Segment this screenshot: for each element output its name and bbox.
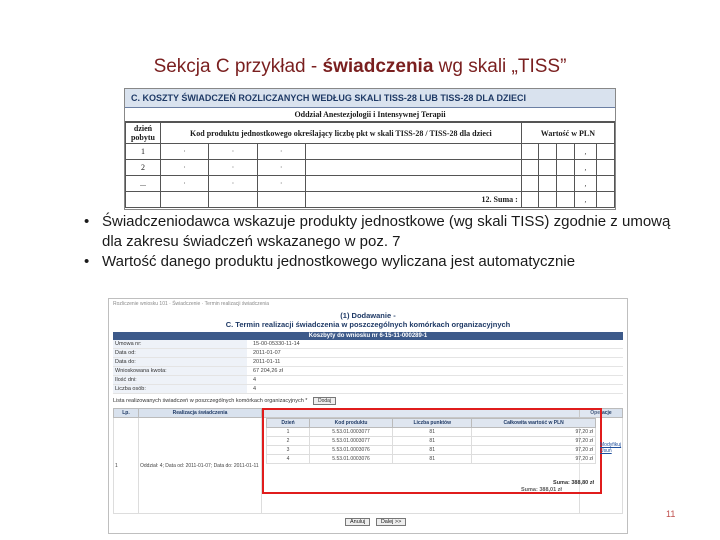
col-product-code: Kod produktu: [310, 419, 393, 428]
breadcrumb: Rozliczenie wniosku 101 · Świadczenie · Termin realizacji świadczenia: [113, 301, 270, 307]
delete-link[interactable]: Usuń: [600, 448, 612, 454]
cell: 97,20 zł: [472, 446, 596, 455]
bullet-item: • Wartość danego produktu jednostkowego wyliczana jest automatycznie: [84, 253, 576, 270]
section-bar: Koszbyty do wniosku nr 6-15-11-000289-1: [113, 332, 623, 340]
row-day: 1: [126, 144, 161, 160]
field-row: [113, 358, 623, 367]
field-label: Data do:: [113, 358, 247, 366]
cell: 5.53.01.0003076: [310, 455, 393, 464]
field-row: [113, 340, 623, 349]
slide-title: [0, 56, 720, 78]
table-row: [267, 428, 596, 437]
field-value: 2011-01-11: [253, 359, 281, 365]
row-day: 2: [126, 160, 161, 176]
cell: 3: [267, 446, 310, 455]
col-lp: Lp.: [114, 409, 139, 418]
cell: 1: [267, 428, 310, 437]
cell: 81: [393, 455, 472, 464]
row-lp: 1: [114, 418, 139, 514]
cell: 97,20 zł: [472, 437, 596, 446]
page-number: 11: [666, 509, 676, 519]
field-label: Liczba osób:: [113, 385, 247, 393]
field-value: 67 204,26 zł: [253, 368, 283, 374]
table-row: [267, 446, 596, 455]
col-product: Kod produktu jednostkowego określający liczbę pkt w skali TISS-28 / TISS-28 dla dzieci: [161, 123, 522, 144]
col-points: Liczba punktów: [393, 419, 472, 428]
total-sum: Suma: 388,01 zł: [521, 487, 562, 493]
highlight-box: [262, 408, 602, 494]
cell: 5.53.01.0003077: [310, 428, 393, 437]
cell: 81: [393, 446, 472, 455]
title-suffix: wg skali „TISS”: [433, 56, 567, 77]
field-label: Ilość dni:: [113, 376, 247, 384]
fields: [113, 340, 623, 394]
cell: 97,20 zł: [472, 455, 596, 464]
cell: 2: [267, 437, 310, 446]
field-value: 4: [253, 377, 257, 383]
col-operations: Operacje: [580, 409, 623, 418]
title-bold: świadczenia: [322, 56, 434, 77]
inner-sum: Suma: 388,80 zł: [553, 480, 594, 486]
list-row: [113, 397, 623, 405]
table-row: [267, 455, 596, 464]
products-table: [266, 418, 596, 464]
field-label: Umowa nr:: [113, 340, 247, 348]
bullet-text: Świadczeniodawca wskazuje produkty jednostkowe (wg skali TISS) zgodnie z umową dla zakresu świadczeń wskazanego w poz. 7: [102, 213, 671, 250]
field-label: Wnioskowana kwota:: [113, 367, 247, 375]
field-row: [113, 376, 623, 385]
cell: 81: [393, 437, 472, 446]
sum-label: 12. Suma :: [305, 192, 521, 208]
field-row: [113, 385, 623, 394]
field-row: [113, 367, 623, 376]
col-day: Dzień: [267, 419, 310, 428]
field-row: [113, 349, 623, 358]
field-value: 4: [253, 386, 257, 392]
form-header: C. KOSZTY ŚWIADCZEŃ ROZLICZANYCH WEDŁUG SKALI TISS-28 LUB TISS-28 DLA DZIECI: [125, 89, 615, 108]
row-day: ...: [126, 176, 161, 192]
list-label: Lista realizowanych świadczeń w poszczególnych komórkach organizacyjnych *: [113, 398, 308, 404]
bullet-item: • Świadczeniodawca wskazuje produkty jednostkowe (wg skali TISS) zgodnie z umową dla zakresu świadczeń wskazanego w poz. 7: [84, 213, 671, 250]
next-button[interactable]: Dalej >>: [376, 518, 407, 526]
screen-title-line2: C. Termin realizacji świadczenia w poszczególnych komórkach organizacyjnych: [225, 320, 511, 329]
cell: 4: [267, 455, 310, 464]
cell: 81: [393, 428, 472, 437]
cell: 5.53.01.0003076: [310, 446, 393, 455]
cell: 97,20 zł: [472, 428, 596, 437]
field-value: 15-00-05330-11-14: [253, 341, 300, 347]
bullet-list: [82, 212, 682, 272]
bullet-text: Wartość danego produktu jednostkowego wyliczana jest automatycznie: [102, 253, 576, 270]
screen-title: [109, 311, 627, 329]
table-row: [267, 437, 596, 446]
col-value: Wartość w PLN: [521, 123, 614, 144]
form-grid: dzień pobytu Kod produktu jednostkowego określający liczbę pkt w skali TISS-28 / TISS-28 dla dzieci Wartość w PLN 1 · · · , 2 · · · , ... · · · , 12. Suma : ,: [125, 122, 615, 208]
cancel-button[interactable]: Anuluj: [345, 518, 370, 526]
col-day: dzień pobytu: [126, 123, 161, 144]
add-button[interactable]: Dodaj: [313, 397, 336, 405]
field-value: 2011-01-07: [253, 350, 281, 356]
form-subheader: Oddział Anestezjologii i Intensywnej Terapii: [125, 108, 615, 122]
row-operations: [600, 442, 621, 454]
row-details: Oddział: 4; Data od: 2011-01-07; Data do: 2011-01-11: [139, 418, 262, 514]
cell: 5.53.01.0003077: [310, 437, 393, 446]
tiss-form-table: [124, 88, 616, 210]
modify-link[interactable]: Modyfikuj: [600, 442, 622, 448]
col-realization: Realizacja świadczenia: [139, 409, 262, 418]
screen-title-line1: (1) Dodawanie -: [340, 311, 396, 320]
title-prefix: Sekcja C przykład -: [153, 56, 323, 77]
field-label: Data od:: [113, 349, 247, 357]
action-buttons: [345, 519, 410, 525]
col-total-value: Całkowita wartość w PLN: [472, 419, 596, 428]
